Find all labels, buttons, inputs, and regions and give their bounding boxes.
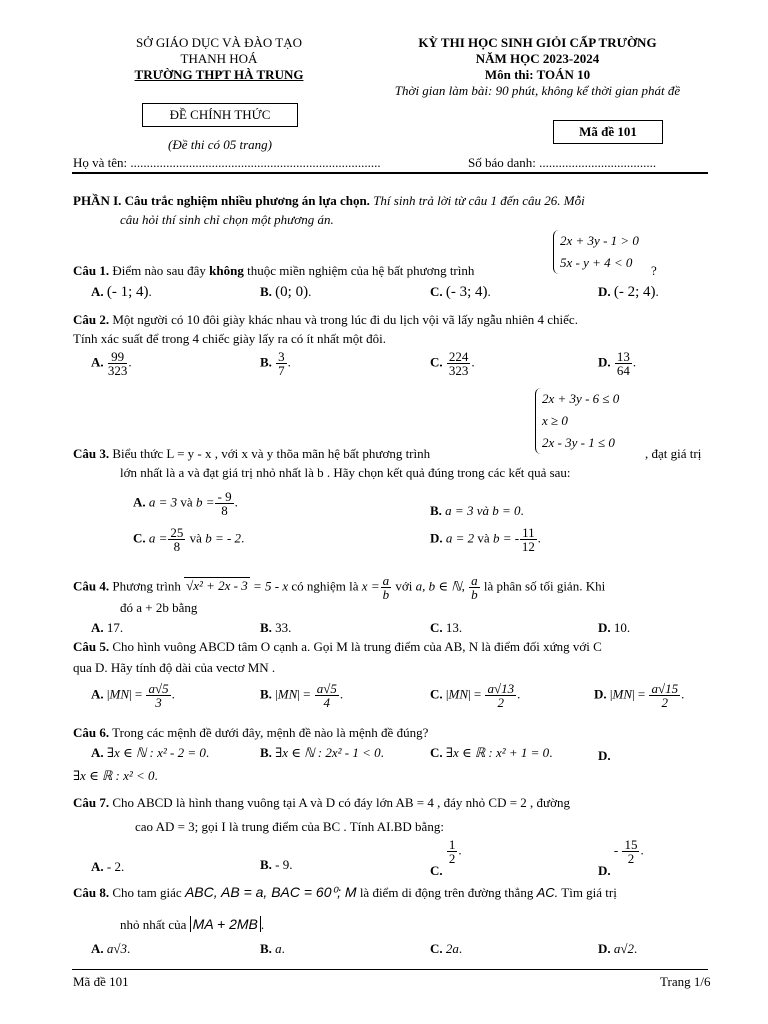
q3-a-b-lhs: b =	[195, 494, 215, 510]
q8-line2: nhỏ nhất của MA + 2MB .	[120, 916, 265, 932]
q7-c-numerator: 1	[448, 837, 456, 852]
option-letter: A.	[91, 686, 104, 702]
q3-line1-end: , đạt giá trị	[645, 446, 702, 461]
q3-option-c[interactable]: C. a = $\frac{25}{8}$ và b = - 2.	[133, 525, 245, 554]
q7-stem	[73, 795, 709, 811]
q2-b-denominator: 7	[278, 363, 285, 378]
q4-radicand: x² + 2x - 3	[193, 578, 248, 594]
header-left	[104, 35, 334, 83]
q6-option-a[interactable]: A. ∃x ∈ ℕ : x² - 2 = 0.	[91, 745, 210, 760]
q1-option-c[interactable]: C. (- 3; 4).	[430, 284, 491, 300]
q2-label: Câu 2.	[73, 312, 110, 327]
q5-vector: MN	[277, 686, 298, 702]
department-line-2: THANH HOÁ	[180, 51, 258, 66]
q7-label: Câu 7.	[73, 795, 110, 810]
option-letter: B.	[260, 284, 272, 299]
footer-page: Trang 1/6	[660, 974, 711, 989]
q5-a-denominator: 3	[155, 695, 162, 710]
q8-b-value: a	[275, 941, 282, 956]
q5-b-denominator: 4	[323, 695, 331, 710]
footer-code: Mã đề 101	[73, 974, 129, 989]
candidate-id-line: Số báo danh: ....................................	[468, 155, 657, 170]
q7-option-c[interactable]: C. $\frac{1}{2}$ .	[430, 837, 462, 879]
q2-stem	[73, 312, 709, 328]
option-letter: C.	[430, 863, 443, 879]
q3-a-value-a: a = 3	[148, 494, 178, 510]
q3-and: và	[189, 530, 202, 546]
q3-d-a: a = 2	[445, 530, 475, 546]
q4-text-c: với	[395, 578, 413, 594]
q7-option-b[interactable]: B. - 9.	[260, 857, 293, 872]
q7-d-sign: -	[613, 842, 619, 858]
q4-option-d[interactable]: D. 10.	[598, 620, 631, 635]
q4-frac-numerator: a	[471, 573, 478, 588]
q6-b-value: ∃x ∈ ℕ : 2x² - 1 < 0	[275, 745, 381, 760]
q2-option-d[interactable]: D. $\frac{13}{64}$ .	[598, 349, 637, 378]
option-letter: D.	[598, 863, 611, 879]
official-label: ĐỀ CHÍNH THỨC	[169, 107, 271, 122]
option-letter: C.	[430, 354, 443, 370]
q3-d-b-denominator: 12	[521, 539, 535, 554]
time-note: Thời gian làm bài: 90 phút, không kể thời gian phát đề	[394, 83, 681, 98]
q4-b-value: 33	[275, 620, 289, 635]
q7-line1: Cho ABCD là hình thang vuông tại A và D có đáy lớn AB = 4 , đáy nhỏ CD = 2 , đường	[112, 795, 570, 810]
q1-option-d[interactable]: D. (- 2; 4).	[598, 284, 659, 300]
q2-a-denominator: 323	[107, 363, 128, 378]
q1-text-2: thuộc miền nghiệm của hệ bất phương trình	[247, 263, 475, 278]
q8-option-d[interactable]: D. a√2.	[598, 941, 638, 956]
q1-text: Điểm nào sau đây	[112, 263, 206, 278]
q3-line2: lớn nhất là a và đạt giá trị nhỏ nhất là b . Hãy chọn kết quả đúng trong các kết quả sau:	[120, 465, 571, 480]
q4-option-c[interactable]: C. 13.	[430, 620, 463, 635]
q1-stem	[73, 263, 709, 279]
option-letter: D.	[598, 941, 611, 956]
option-letter: A.	[91, 284, 104, 299]
option-letter: C.	[430, 941, 443, 956]
q3-option-a[interactable]: A. a = 3 và b = $\frac{- 9}{8}$ .	[133, 489, 238, 518]
option-letter: B.	[430, 503, 442, 518]
q5-b-numerator: a√5	[316, 681, 337, 696]
part1-instruction-1: Thí sinh trả lời từ câu 1 đến câu 26. Mỗi	[373, 193, 585, 208]
option-letter: A.	[91, 941, 104, 956]
option-letter: C.	[430, 686, 443, 702]
q8-option-a[interactable]: A. a√3.	[91, 941, 131, 956]
q5-label: Câu 5.	[73, 639, 110, 654]
option-letter: D.	[598, 620, 611, 635]
q3-stem	[73, 446, 709, 462]
q4-line2: đó a + 2b bằng	[120, 600, 198, 615]
option-letter: A.	[91, 745, 104, 760]
q2-a-numerator: 99	[108, 350, 128, 364]
part1-instruction-2: câu hỏi thí sinh chỉ chọn một phương án.	[120, 212, 334, 227]
q6-d-value: ∃x ∈ ℝ : x² < 0	[73, 768, 155, 783]
q3-system-eq1: 2x + 3y - 6 ≤ 0	[542, 391, 620, 406]
q2-d-denominator: 64	[616, 363, 630, 378]
q2-option-b[interactable]: B. $\frac{3}{7}$ .	[260, 349, 291, 378]
subject: Môn thi: TOÁN 10	[484, 67, 591, 82]
q3-c-b: b = - 2	[205, 530, 242, 546]
q8-text-a: Cho tam giác	[112, 885, 182, 900]
q1-system-eq2: 5x - y + 4 < 0	[560, 255, 633, 270]
school-name: TRƯỜNG THPT HÀ TRUNG	[134, 67, 304, 82]
q7-d-denominator: 2	[627, 851, 635, 866]
q5-line1: Cho hình vuông ABCD tâm O cạnh a. Gọi M là trung điểm của AB, N là điểm đối xứng với C	[112, 639, 602, 654]
q3-c-a-lhs: a =	[148, 530, 168, 546]
q1-system-eq1: 2x + 3y - 1 > 0	[560, 233, 639, 248]
department-line-1: SỞ GIÁO DỤC VÀ ĐÀO TẠO	[136, 35, 302, 50]
q5-c-numerator: a√13	[487, 681, 515, 696]
q7-line2: cao AD = 3; gọi I là trung điểm của BC . Tính AI.BD bằng:	[135, 819, 444, 834]
q8-text-d: nhỏ nhất của	[120, 917, 187, 932]
q4-stem: Câu 4. Phương trình √x² + 2x - 3 = 5 - x có nghiệm là x = $\frac{a}{b}$ với a, b ∈ ℕ, $\frac{a}{b}$ là phân số tối giản. Khi	[73, 573, 606, 602]
option-letter: C.	[430, 620, 443, 635]
q4-condition: a, b ∈ ℕ	[415, 578, 462, 594]
q4-c-value: 13	[445, 620, 459, 635]
q5-vector: MN	[448, 686, 468, 702]
q5-option-d[interactable]: D. |MN| = $\frac{a√15}{2}$ .	[594, 681, 685, 710]
q6-option-d[interactable]	[598, 748, 611, 764]
pages-note: (Đề thi có 05 trang)	[168, 137, 272, 152]
q3-system-eq2: x ≥ 0	[542, 413, 568, 428]
q8-line-ac: AC.	[536, 885, 559, 900]
q6-option-c[interactable]: C. ∃x ∈ ℝ : x² + 1 = 0.	[430, 745, 553, 760]
q2-c-denominator: 323	[448, 363, 469, 378]
q1-option-d-value: (- 2; 4)	[613, 284, 656, 300]
q3-label: Câu 3.	[73, 446, 110, 461]
q4-d-value: 10	[613, 620, 627, 635]
exam-title: KỲ THI HỌC SINH GIỎI CẤP TRƯỜNG	[418, 35, 657, 50]
q3-option-d[interactable]: D. a = 2 và b = - $\frac{11}{12}$ .	[430, 525, 541, 554]
q8-c-value: 2a	[445, 941, 459, 956]
q3-line1: Biểu thức L = y - x , với x và y thõa mãn hệ bất phương trình	[112, 446, 431, 461]
option-letter: D.	[598, 284, 611, 299]
option-letter: C.	[133, 530, 146, 546]
q8-option-c[interactable]: C. 2a.	[430, 941, 463, 956]
q5-c-denominator: 2	[497, 695, 504, 710]
q7-a-value: - 2	[106, 859, 121, 874]
q6-c-value: ∃x ∈ ℝ : x² + 1 = 0	[445, 745, 550, 760]
q6-option-b[interactable]: B. ∃x ∈ ℕ : 2x² - 1 < 0.	[260, 745, 384, 760]
q2-d-numerator: 13	[616, 349, 630, 364]
option-letter: B.	[260, 620, 272, 635]
q8-label: Câu 8.	[73, 885, 110, 900]
q4-option-a[interactable]: A. 17.	[91, 620, 124, 635]
q1-text-bold: không	[209, 263, 244, 278]
q8-a-value: a√3	[106, 941, 128, 956]
part1-heading	[73, 193, 709, 209]
option-letter: D.	[598, 748, 611, 763]
option-letter: B.	[260, 857, 272, 872]
q6-a-value: ∃x ∈ ℕ : x² - 2 = 0	[106, 745, 206, 760]
q6-label: Câu 6.	[73, 725, 110, 740]
option-letter: C.	[430, 284, 443, 299]
q8-text-c: Tìm giá trị	[561, 885, 617, 900]
q1-label: Câu 1.	[73, 263, 110, 278]
q8-abs-expression: MA + 2MB	[190, 916, 261, 932]
q2-c-numerator: 224	[448, 349, 469, 364]
q4-sqrt: √x² + 2x - 3	[186, 578, 248, 594]
option-letter: B.	[260, 354, 272, 370]
q3-d-b-lhs: b = -	[492, 530, 520, 546]
q2-b-numerator: 3	[278, 349, 285, 364]
q5-option-c[interactable]: C. |MN| = $\frac{a√13}{2}$ .	[430, 681, 521, 710]
q3-and: và	[180, 494, 193, 510]
q8-text-b: là điểm di động trên đường thẳng	[359, 885, 534, 900]
q5-option-b[interactable]: B. |MN| = $\frac{a√5}{4}$ .	[260, 681, 344, 710]
q4-x-numerator: a	[382, 573, 390, 588]
q4-text-a: Phương trình	[112, 578, 181, 594]
q4-rhs: = 5 - x	[253, 578, 289, 594]
q3-c-a-denominator: 8	[173, 539, 181, 554]
q4-x-denominator: b	[382, 587, 390, 602]
q1-option-a[interactable]: A. (- 1; 4).	[91, 284, 152, 300]
q7-option-a[interactable]: A. - 2.	[91, 859, 125, 874]
q1-option-c-value: (- 3; 4)	[445, 284, 488, 300]
q7-d-numerator: 15	[624, 837, 638, 852]
name-line: Họ và tên: .............................................................................	[73, 155, 381, 170]
q5-option-a[interactable]: A. |MN| = $\frac{a√5}{3}$ .	[91, 681, 175, 710]
q7-b-value: - 9	[275, 857, 290, 872]
q4-option-b[interactable]: B. 33.	[260, 620, 292, 635]
option-letter: A.	[91, 620, 104, 635]
exam-code: Mã đề 101	[579, 124, 637, 139]
q6-text: Trong các mệnh đề dưới đây, mệnh đề nào là mệnh đề đúng?	[112, 725, 429, 740]
option-letter: B.	[260, 941, 272, 956]
q4-text-d: là phân số tối giản. Khi	[483, 578, 606, 594]
q3-and: và	[477, 530, 490, 546]
q4-label: Câu 4.	[73, 578, 110, 594]
q7-option-d[interactable]: D. - $\frac{15}{2}$ .	[598, 837, 644, 879]
q6-option-d-value: ∃x ∈ ℝ : x² < 0.	[73, 768, 158, 783]
q1-option-b-value: (0; 0)	[275, 284, 309, 300]
q5-stem	[73, 639, 709, 655]
q2-option-a[interactable]: A. $\frac{99}{323}$ .	[91, 349, 132, 378]
q5-line2: qua D. Hãy tính độ dài của vectơ MN .	[73, 660, 276, 675]
official-box	[142, 103, 298, 127]
school-year: NĂM HỌC 2023-2024	[475, 51, 600, 66]
q1-option-a-value: (- 1; 4)	[106, 284, 149, 300]
q5-a-numerator: a√5	[148, 681, 169, 696]
q3-a-b-numerator: - 9	[217, 489, 232, 504]
option-letter: A.	[91, 354, 104, 370]
q5-d-denominator: 2	[661, 695, 668, 710]
q2-option-c[interactable]: C. $\frac{224}{323}$ .	[430, 349, 475, 378]
q4-text-b: có nghiệm là	[291, 578, 359, 594]
q4-frac-denominator: b	[471, 587, 478, 602]
q3-b-value: a = 3 và b = 0	[445, 503, 521, 518]
q3-c-a-numerator: 25	[170, 525, 184, 540]
header-right	[360, 35, 715, 99]
q8-option-b[interactable]: B. a.	[260, 941, 285, 956]
q3-a-b-denominator: 8	[221, 503, 228, 518]
q5-d-numerator: a√15	[651, 681, 679, 696]
option-letter: D.	[594, 686, 607, 702]
q8-d-value: a√2	[613, 941, 635, 956]
q3-system	[535, 388, 619, 454]
q7-c-denominator: 2	[448, 851, 456, 866]
q2-line1: Một người có 10 đôi giày khác nhau và trong lúc đi du lịch vội vã lấy ngẫu nhiên 4 chiếc.	[112, 312, 578, 327]
option-letter: D.	[598, 354, 611, 370]
exam-code-box	[553, 120, 663, 144]
footer-divider	[72, 969, 708, 970]
q4-x-lhs: x =	[361, 578, 380, 594]
q5-vector: MN	[109, 686, 129, 702]
option-letter: A.	[133, 494, 146, 510]
q6-stem	[73, 725, 709, 741]
q2-line2: Tính xác suất để trong 4 chiếc giày lấy ra có ít nhất một đôi.	[73, 331, 386, 346]
q8-expression: ABC, AB = a, BAC = 60⁰; M	[184, 884, 357, 900]
option-letter: A.	[91, 859, 104, 874]
option-letter: D.	[430, 530, 443, 546]
option-letter: B.	[260, 745, 272, 760]
option-letter: B.	[260, 686, 272, 702]
q1-end: ?	[651, 263, 657, 278]
q8-stem	[73, 884, 709, 901]
q1-option-b[interactable]: B. (0; 0).	[260, 284, 312, 300]
header-divider	[72, 172, 708, 174]
q3-option-b[interactable]: B. a = 3 và b = 0.	[430, 503, 524, 518]
q5-vector: MN	[612, 686, 632, 702]
part1-title: PHẦN I. Câu trắc nghiệm nhiều phương án lựa chọn.	[73, 193, 370, 208]
q4-a-value: 17	[106, 620, 120, 635]
q3-d-b-numerator: 11	[522, 525, 535, 540]
option-letter: C.	[430, 745, 443, 760]
q3-system-eq3: 2x - 3y - 1 ≤ 0	[542, 435, 615, 450]
